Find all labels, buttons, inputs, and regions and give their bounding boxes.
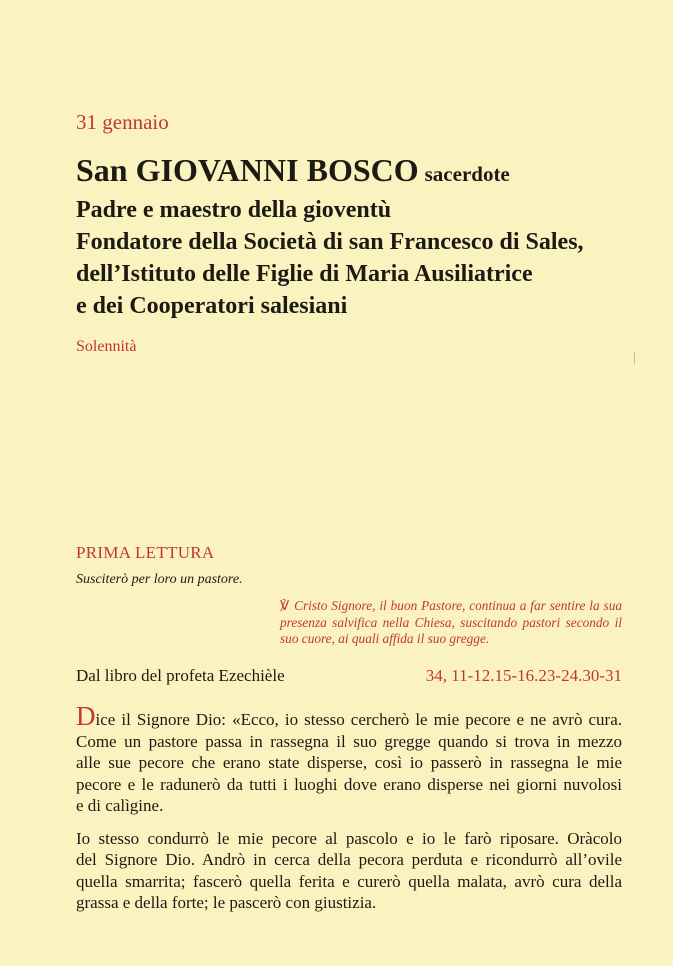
text-line: pecore e le radunerò da tutti i luoghi dove erano disperse nei giorni nuvolosi (76, 774, 622, 794)
liturgical-rank: Solennità (76, 338, 137, 355)
saint-role: sacerdote (424, 162, 510, 186)
reading-body (76, 701, 622, 925)
title-subline: dell’Istituto delle Figlie di Maria Ausiliatrice (76, 261, 533, 287)
text-line: del Signore Dio. Andrò in cerca della pecora perduta e ricondurrò all’ovile (76, 850, 622, 869)
text-line: quella smarrita; fascerò quella ferita e curerò quella malata, avrò cura della (76, 871, 622, 891)
reading-subtitle: Susciterò per loro un pastore. (76, 572, 243, 587)
reading-citation: 34, 11-12.15-16.23-24.30-31 (425, 666, 622, 685)
text-line (76, 701, 622, 731)
title-subline: Fondatore della Società di san Francesco di Sales, (76, 229, 584, 255)
introduction-text: Cristo Signore, il buon Pastore, continua a far sentire la sua presenza salvifica nella Chiesa, suscitando pastori secondo il suo cuore, ai quali affida il suo gregge. (280, 598, 622, 646)
reading-heading: PRIMA LETTURA (76, 543, 215, 562)
reading-source-line (76, 666, 622, 686)
reading-introduction (280, 598, 622, 648)
text-line: e di calìgine. (76, 796, 164, 815)
drop-cap: D (76, 701, 96, 731)
reading-paragraph (76, 701, 622, 817)
feast-date: 31 gennaio (76, 110, 169, 134)
text-line: alle sue pecore che erano state disperse, così io passerò in rassegna le mie (76, 753, 622, 772)
feast-title-block (76, 150, 646, 322)
text-line: grassa e della forte; le pascerò con giustizia. (76, 893, 377, 912)
saint-name: San GIOVANNI BOSCO (76, 152, 419, 188)
title-subline: Padre e maestro della gioventù (76, 197, 392, 223)
margin-mark (634, 352, 635, 364)
text-line-content: ice il Signore Dio: «Ecco, io stesso cercherò le mie pecore e ne avrò cura. (95, 710, 622, 729)
feast-title (76, 150, 646, 194)
text-line: Come un pastore passa in rassegna il suo gregge quando si trova in mezzo (76, 731, 622, 751)
title-subline: e dei Cooperatori salesiani (76, 293, 348, 319)
reading-source: Dal libro del profeta Ezechièle (76, 666, 285, 685)
versicle-mark: ℣ (280, 598, 290, 613)
reading-paragraph (76, 828, 622, 914)
text-line: Io stesso condurrò le mie pecore al pascolo e io le farò riposare. Oràcolo (76, 828, 622, 848)
